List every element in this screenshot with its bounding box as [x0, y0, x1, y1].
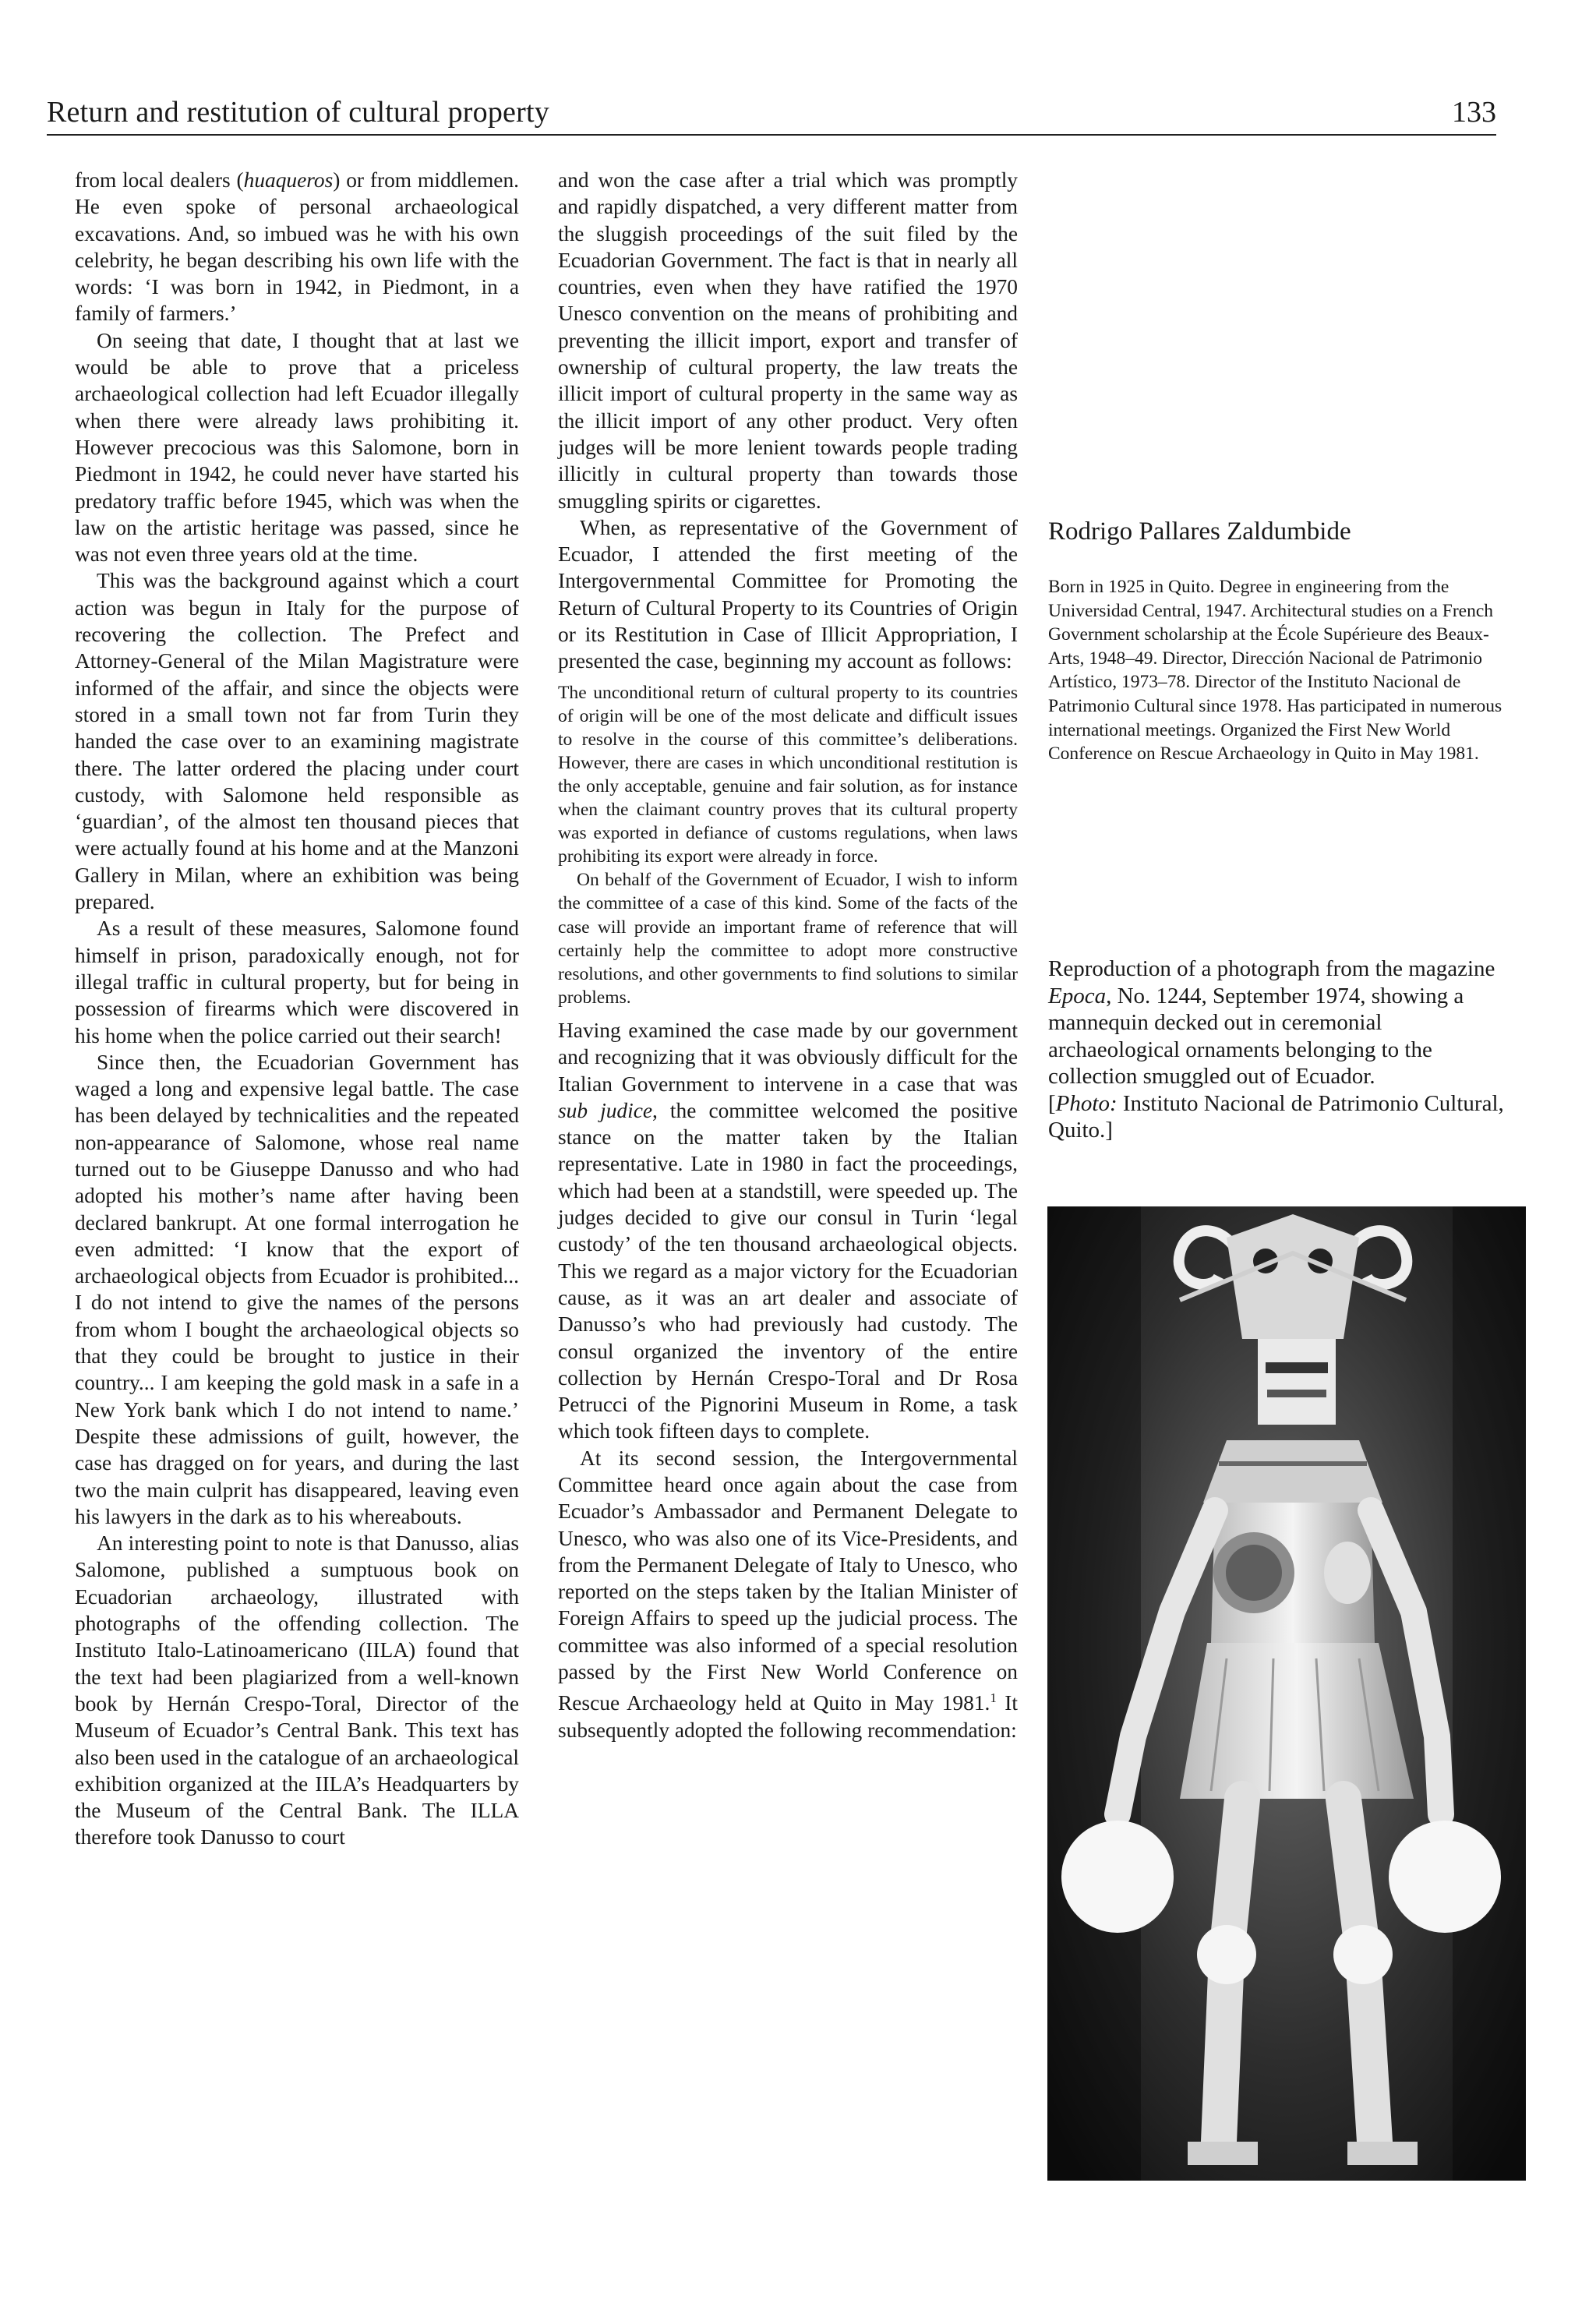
italic-term: sub judice: [558, 1098, 653, 1122]
text-run: At its second session, the Intergovernmental Committee heard once again about the case from Ecuador’s Ambassador and Permanent Delegate to Unesco, who was also one of its Vice-Presidents, and from the Permanent Delegate of Italy to Unesco, who reported on the steps taken by the Italian Minister of Foreign Affairs to speed up the judicial process. The committee was also informed of a special resolution passed by the First New World Conference on Rescue Archaeology held at Quito in May 1981.: [558, 1446, 1018, 1715]
quote-paragraph: The unconditional return of cultural property to its countries of origin will be one of the most delicate and difficult issues to resolve in the course of this committee’s deliberations. However, there are cases in which unconditional restitution is the only acceptable, genuine and fair solution, as for instance when the claimant country proves that its cultural property was exported in defiance of customs regulations, when laws prohibiting its export were already in force.: [558, 682, 1018, 867]
paragraph: Since then, the Ecuadorian Government has waged a long and expensive legal battle. The case has been delayed by technicalities and the repeated non-appearance of Salomone, whose real name turned out to be Giuseppe Danusso and who had adopted his mother’s name after having been declared bankrupt. At one formal interrogation he even admitted: ‘I know that the export of archaeological objects from Ecuador is prohibited... I do not intend to give the names of the persons from whom I bought the archaeological objects so that they could be brought to justice in their country... I am keeping the gold mask in a safe in a New York bank which I do not intend to name.’ Despite these admissions of guilt, however, the case has dragged on for years, and during the last two the main culprit has disappeared, leaving even his lawyers in the dark as to his whereabouts.: [75, 1050, 519, 1528]
paragraph: An interesting point to note is that Danusso, alias Salomone, published a sumptuous book on Ecuadorian archaeology, illustrated with photographs of the offending collection. The Instituto Italo-Latinoamericano (IILA) found that the text had been plagiarized from a well-known book by Hernán Crespo-Toral, Director of the Museum of Ecuador’s Central Bank. This text has also been used in the catalogue of an archaeological exhibition organized at the IILA’s Headquarters by the Museum of the Central Bank. The ILLA therefore took Danusso to court: [75, 1531, 519, 1849]
paragraph: This was the background against which a court action was begun in Italy for the purpose of recovering the collection. The Prefect and Attorney-General of the Milan Magistrature were informed of the affair, and since the objects were stored in a small town not far from Turin they handed the case over to an examining magistrate there. The latter ordered the placing under court custody, with Salomone held responsible as ‘guardian’, of the almost ten thousand pieces that were actually found at his home and at the Manzoni Gallery in Milan, where an exhibition was being prepared.: [75, 569, 519, 914]
running-header: [47, 84, 1496, 136]
paragraph: As a result of these measures, Salomone found himself in prison, paradoxically enough, not for illegal traffic in cultural property, but for being in possession of firearms which were discovered in his home when the police carried out their search!: [75, 917, 519, 1047]
text-run: It subsequently adopted the following recommendation:: [558, 1691, 1018, 1742]
photo-credit: [1048, 1090, 1508, 1144]
mannequin-photograph: [1047, 1206, 1526, 2181]
page-number: 133: [1452, 96, 1496, 129]
text-run: from local dealers (: [75, 168, 244, 192]
photo-caption: [1048, 955, 1508, 1144]
paragraph: When, as representative of the Government of Ecuador, I attended the first meeting of the Intergovernmental Committee for Promoting the Return of Cultural Property to its Countries of Origin or its Restitution in Case of Illicit Appropriation, I presented the case, beginning my account as follows:: [558, 515, 1018, 673]
paragraph: On seeing that date, I thought that at last we would be able to prove that a priceless archaeological collection had left Ecuador illegally when there were already laws prohibiting it. However precocious was this Salomone, born in Piedmont in 1942, he could never have started his predatory traffic before 1945, which was when the law on the artistic heritage was passed, since he was not even three years old at the time.: [75, 328, 519, 567]
paragraph: and won the case after a trial which was promptly and rapidly dispatched, a very different matter from the sluggish proceedings of the suit filed by the Ecuadorian Government. The fact is that in nearly all countries, even when they have ratified the 1970 Unesco convention on the means of prohibiting and preventing the illicit import, export and transfer of ownership of cultural property, the law treats the illicit import of cultural property in the same way as the illicit import of any other product. Very often judges will be more lenient towards people trading illicitly in cultural property than towards those smuggling spirits or cigarettes.: [558, 168, 1018, 513]
text-run: Reproduction of a photograph from the magazine: [1048, 956, 1495, 981]
text-run: [: [1048, 1090, 1056, 1116]
author-box: [1048, 516, 1508, 766]
footnote-marker[interactable]: 1: [990, 1690, 997, 1706]
italic-term: huaqueros: [243, 168, 334, 192]
author-name: Rodrigo Pallares Zaldumbide: [1048, 517, 1351, 546]
body-column-middle: [558, 167, 1018, 1743]
credit-label: Photo:: [1055, 1090, 1118, 1116]
italic-term: Epoca: [1048, 983, 1107, 1008]
paragraph: [558, 1445, 1018, 1743]
text-run: Instituto Nacional de Patrimonio Cultural, Quito.]: [1048, 1090, 1504, 1143]
text-run: , the committee welcomed the positive stance on the matter taken by the Italian representative. Late in 1980 in fact the proceedings, which had been at a standstill, were speeded up. The judges decided to give our consul in Turin ‘legal custody’ of the ten thousand archaeological objects. This we regard as a major victory for the Ecuadorian cause, as it was an art dealer and associate of Danusso’s who had previously had custody. The consul organized the inventory of the entire collection by Hernán Crespo-Toral and Dr Rosa Petrucci of the Pignorini Museum in Rome, a task which took fifteen days to complete.: [558, 1098, 1018, 1443]
mannequin-illustration: [1047, 1206, 1526, 2181]
paragraph: [75, 167, 519, 327]
block-quote: [558, 681, 1018, 1009]
author-bio: Born in 1925 in Quito. Degree in engineering from the Universidad Central, 1947. Architectural studies on a French Government scholarship at the École Supérieure des Beaux-Arts, 1948–49. Director, Dirección Nacional de Patrimonio Artístico, 1973–78. Director of the Instituto Nacional de Patrimonio Cultural since 1978. Has participated in numerous international meetings. Organized the First New World Conference on Rescue Archaeology in Quito in May 1981.: [1048, 577, 1502, 765]
body-column-left: [75, 167, 519, 1851]
text-run: ) or from middlemen. He even spoke of personal archaeological excavations. And, so imbued was he with his own celebrity, he began describing his own life with the words: ‘I was born in 1942, in Piedmont, in a family of farmers.’: [75, 168, 519, 326]
quote-paragraph: On behalf of the Government of Ecuador, I wish to inform the committee of a case of this kind. Some of the facts of the case will provide an important frame of reference that will certainly help the committee to adopt more constructive resolutions, and other governments to find solutions to similar problems.: [558, 870, 1018, 1008]
text-run: , No. 1244, September 1974, showing a mannequin decked out in ceremonial archaeological ornaments belonging to the collection smuggled out of Ecuador.: [1048, 983, 1464, 1089]
caption-text: [1048, 955, 1508, 1090]
running-header-title: Return and restitution of cultural property: [47, 96, 549, 129]
paragraph: [558, 1017, 1018, 1445]
text-run: Having examined the case made by our government and recognizing that it was obviously difficult for the Italian Government to intervene in a case that was: [558, 1018, 1018, 1096]
